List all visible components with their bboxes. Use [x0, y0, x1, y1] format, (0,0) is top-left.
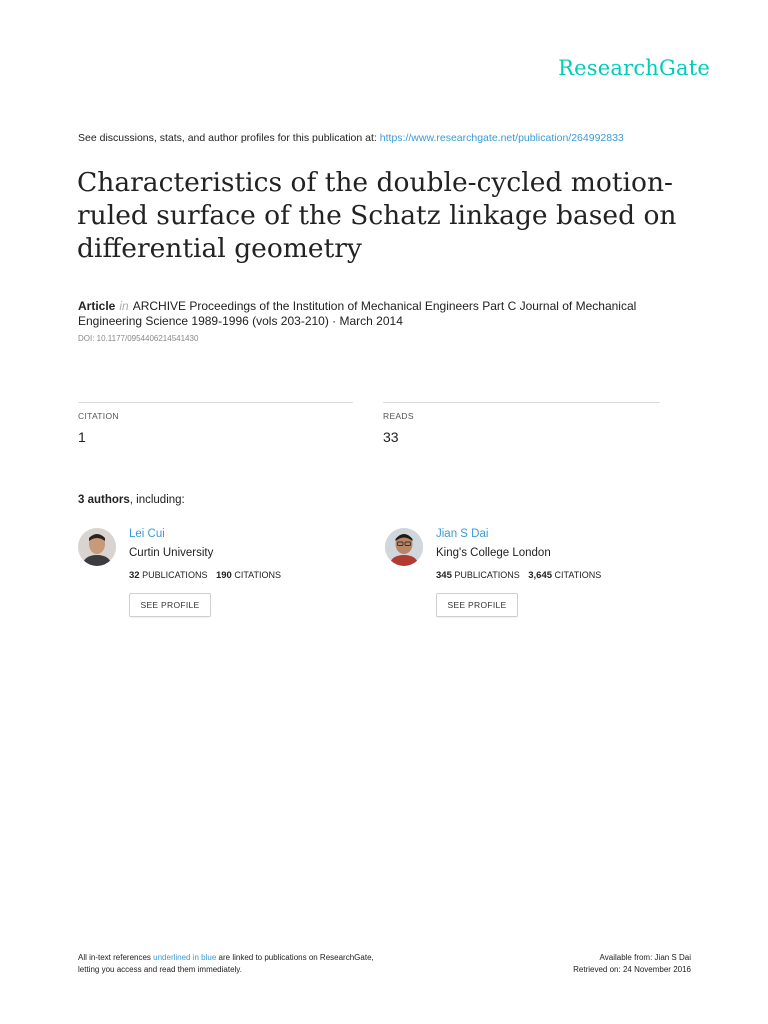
author-card	[78, 526, 358, 626]
see-profile-button[interactable]: SEE PROFILE	[129, 593, 211, 617]
in-word: in	[119, 299, 129, 313]
author-name-link[interactable]: Jian S Dai	[436, 528, 489, 540]
citation-value: 1	[78, 429, 86, 445]
footer-left-pre: All in-text references	[78, 953, 154, 962]
avatar[interactable]	[385, 528, 423, 566]
footer-left-post: are linked to publications on ResearchGate,	[216, 953, 374, 962]
publication-url-link[interactable]: https://www.researchgate.net/publication/264992833	[379, 132, 624, 144]
citations-count: 3,645	[528, 570, 553, 581]
footer-left-line2: letting you access and read them immediately.	[78, 965, 242, 974]
publications-label: PUBLICATIONS	[142, 570, 208, 580]
see-profile-button[interactable]: SEE PROFILE	[436, 593, 518, 617]
retrieved-on: Retrieved on: 24 November 2016	[573, 965, 691, 974]
publications-label: PUBLICATIONS	[454, 570, 520, 580]
author-name-link[interactable]: Lei Cui	[129, 528, 165, 540]
reads-label: READS	[383, 411, 414, 421]
citations-count: 190	[215, 570, 232, 581]
publication-venue: ARCHIVE Proceedings of the Institution of Mechanical Engineers Part C Journal of Mechanical Engineering Science 1989-1996 (vols 203-210) · March 2014	[78, 299, 637, 328]
publication-type: Article	[78, 299, 116, 313]
publications-count: 345	[436, 570, 452, 581]
avatar-photo-icon	[385, 528, 423, 566]
authors-header	[78, 494, 185, 506]
authors-suffix: , including:	[129, 494, 185, 506]
discussion-text: See discussions, stats, and author profiles for this publication at:	[78, 132, 377, 144]
discussion-line	[78, 132, 624, 144]
footer-availability	[573, 952, 691, 976]
citations-label: CITATIONS	[554, 570, 602, 580]
footer-left-highlight: underlined in blue	[153, 953, 217, 962]
publication-meta	[78, 299, 668, 329]
citations-label: CITATIONS	[234, 570, 282, 580]
footer-references-note	[78, 952, 438, 976]
avatar-photo-icon	[78, 528, 116, 566]
authors-count: 3 authors	[78, 494, 130, 506]
author-institution: Curtin University	[129, 547, 214, 559]
publication-doi: DOI: 10.1177/0954406214541430	[78, 334, 199, 343]
publications-count: 32	[129, 570, 140, 581]
citation-label: CITATION	[78, 411, 119, 421]
researchgate-logo[interactable]: ResearchGate	[558, 56, 710, 80]
author-stats	[436, 570, 601, 581]
citation-stat	[78, 402, 353, 445]
publication-title: Characteristics of the double-cycled motion-ruled surface of the Schatz linkage based on differential geometry	[77, 167, 677, 264]
available-from: Available from: Jian S Dai	[599, 953, 691, 962]
reads-value: 33	[383, 429, 399, 445]
author-institution: King's College London	[436, 547, 551, 559]
author-card	[385, 526, 665, 626]
reads-stat	[383, 402, 660, 445]
author-stats	[129, 570, 281, 581]
avatar[interactable]	[78, 528, 116, 566]
